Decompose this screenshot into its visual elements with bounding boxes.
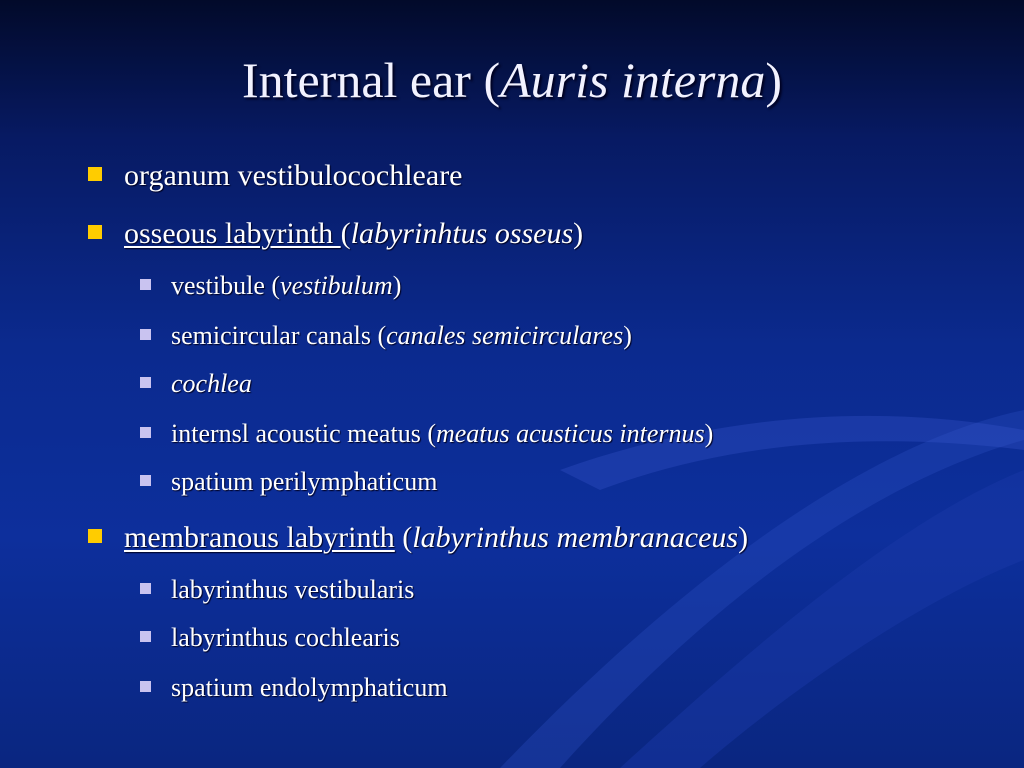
list-item <box>88 158 463 194</box>
item-text: spatium perilymphaticum <box>171 467 438 496</box>
title-main: Internal ear ( <box>241 52 501 108</box>
item-close: ) <box>738 521 749 554</box>
item-label: osseous labyrinth <box>124 217 341 250</box>
item-open: ( <box>340 217 351 250</box>
list-item <box>88 520 748 556</box>
list-item <box>140 622 400 654</box>
list-item <box>140 672 448 704</box>
square-bullet-icon <box>88 225 102 239</box>
item-text: labyrinthus cochlearis <box>171 623 400 652</box>
item-text: spatium endolymphaticum <box>171 673 448 702</box>
item-label: vestibule ( <box>171 271 281 300</box>
item-latin: meatus acusticus internus <box>435 419 705 448</box>
square-bullet-icon <box>140 427 151 438</box>
item-text: organum vestibulocochleare <box>124 159 463 192</box>
item-open: ( <box>394 521 413 554</box>
item-label: semicircular canals ( <box>171 321 387 350</box>
square-bullet-icon <box>140 329 151 340</box>
item-latin: canales semicirculares <box>386 321 624 350</box>
item-latin: vestibulum <box>280 271 393 300</box>
list-item <box>88 216 583 252</box>
square-bullet-icon <box>140 377 151 388</box>
square-bullet-icon <box>140 631 151 642</box>
square-bullet-icon <box>140 681 151 692</box>
square-bullet-icon <box>88 529 102 543</box>
item-label: internsl acoustic meatus ( <box>171 419 436 448</box>
list-item <box>140 418 713 450</box>
item-close: ) <box>623 321 632 350</box>
item-latin: labyrinhtus osseus <box>350 217 574 250</box>
item-latin: labyrinthus membranaceus <box>412 521 739 554</box>
slide-title <box>0 48 1024 112</box>
square-bullet-icon <box>140 583 151 594</box>
list-item <box>140 466 437 498</box>
list-item <box>140 368 252 400</box>
item-label: membranous labyrinth <box>124 521 395 554</box>
item-text: labyrinthus vestibularis <box>171 575 415 604</box>
title-close: ) <box>765 52 783 108</box>
item-latin: cochlea <box>171 369 252 398</box>
list-item <box>140 574 414 606</box>
square-bullet-icon <box>140 279 151 290</box>
list-item <box>140 320 632 352</box>
item-close: ) <box>573 217 584 250</box>
item-close: ) <box>392 271 402 300</box>
square-bullet-icon <box>140 475 151 486</box>
title-latin: Auris interna <box>500 52 766 108</box>
square-bullet-icon <box>88 167 102 181</box>
list-item <box>140 270 401 302</box>
item-close: ) <box>704 419 714 448</box>
